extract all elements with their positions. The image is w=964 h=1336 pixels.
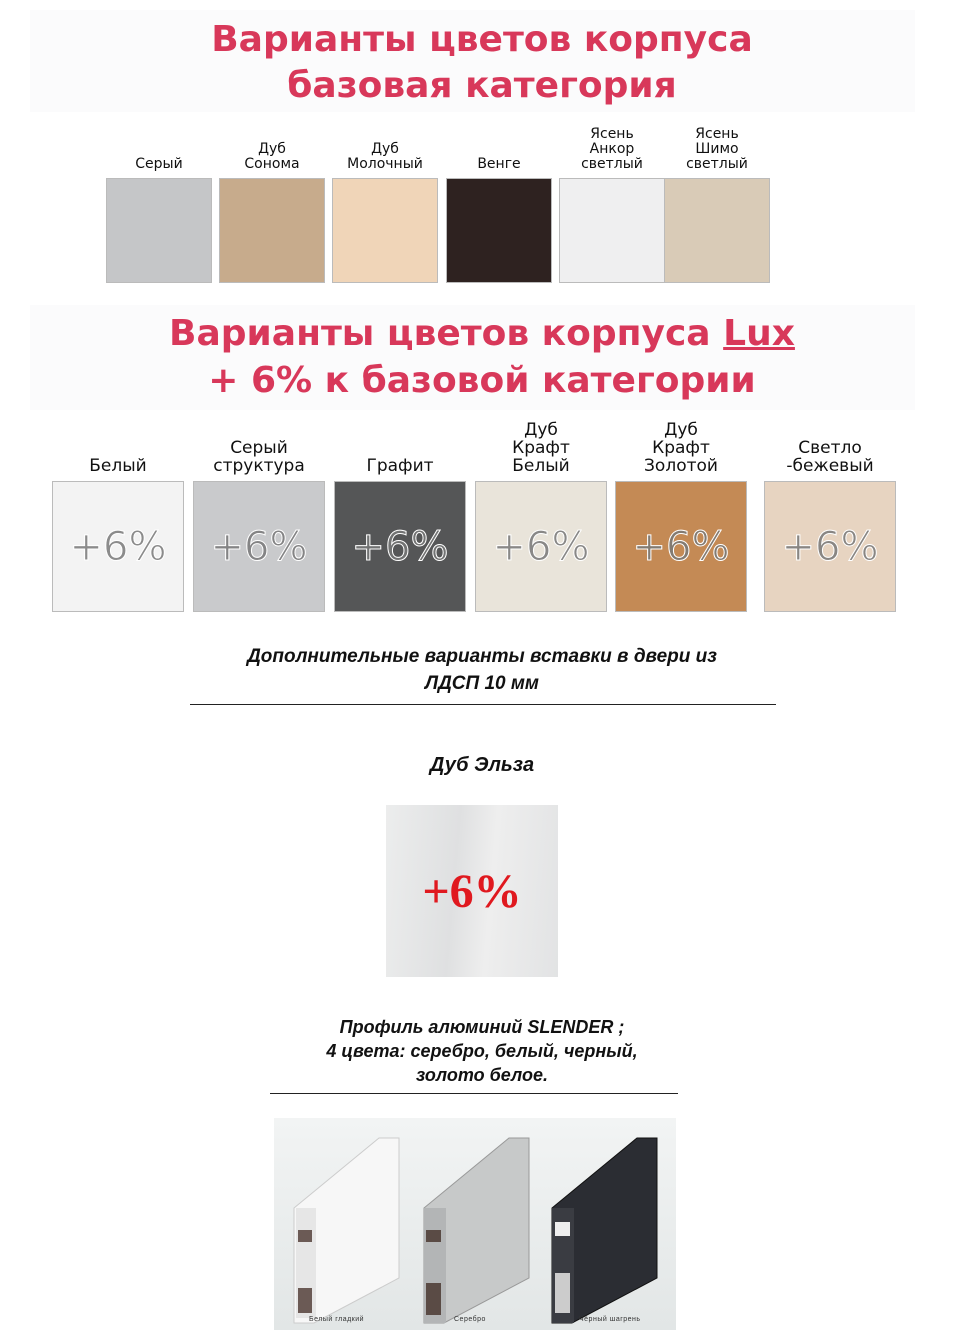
swatch-label-text: Дуб Крафт Золотой bbox=[644, 420, 718, 476]
profile-white bbox=[294, 1138, 399, 1323]
color-swatch bbox=[475, 481, 607, 612]
base-title-line2: базовая категория bbox=[287, 65, 677, 106]
profile-black bbox=[552, 1138, 657, 1323]
lux-title-lux: Lux bbox=[723, 313, 795, 354]
color-swatch bbox=[664, 178, 770, 283]
aluminium-profiles-illustration bbox=[274, 1118, 676, 1330]
surcharge-badge: +6% bbox=[632, 523, 730, 570]
lux-title-line2: + 6% к базовой категории bbox=[208, 360, 756, 401]
swatch-label-text: Ясень Шимо светлый bbox=[686, 126, 748, 172]
profile-caption-silver: Серебро bbox=[454, 1316, 486, 1323]
swatch-label-text: Серый структура bbox=[213, 438, 305, 476]
profile-photo bbox=[274, 1118, 676, 1330]
swatch-label-text: Серый bbox=[135, 156, 183, 172]
surcharge-badge: +6% bbox=[351, 523, 449, 570]
divider bbox=[270, 1093, 678, 1094]
divider bbox=[190, 704, 776, 705]
color-swatch bbox=[446, 178, 552, 283]
profile-caption-black: Чёрный шагрень bbox=[579, 1316, 641, 1323]
color-swatch bbox=[332, 178, 438, 283]
swatch-label bbox=[649, 120, 785, 172]
color-swatch bbox=[559, 178, 665, 283]
lux-title-text: Варианты цветов корпуса bbox=[169, 313, 724, 354]
swatch-label bbox=[37, 423, 199, 475]
profile-line2: 4 цвета: серебро, белый, черный, bbox=[326, 1041, 638, 1061]
insert-item-label: Дуб Эльза bbox=[429, 754, 535, 776]
profile-silver bbox=[424, 1138, 529, 1323]
color-swatch bbox=[106, 178, 212, 283]
surcharge-badge: +6% bbox=[492, 523, 590, 570]
swatch-label-text: Ясень Анкор светлый bbox=[581, 126, 643, 172]
insert-swatch-dub-elza bbox=[386, 805, 558, 977]
lux-title-line1 bbox=[0, 311, 964, 357]
profile-line1: Профиль алюминий SLENDER ; bbox=[339, 1017, 625, 1037]
color-swatch bbox=[219, 178, 325, 283]
inserts-heading-line2: ЛДСП 10 мм bbox=[425, 673, 539, 694]
swatch-label bbox=[460, 420, 622, 476]
color-swatch bbox=[193, 481, 325, 612]
swatch-label bbox=[749, 423, 911, 475]
profile-line3: золото белое. bbox=[415, 1065, 548, 1085]
swatch-label bbox=[319, 423, 481, 475]
swatch-label-text: Графит bbox=[366, 456, 434, 476]
color-swatch bbox=[52, 481, 184, 612]
surcharge-badge: +6% bbox=[210, 523, 308, 570]
swatch-label-text: Дуб Сонома bbox=[244, 141, 300, 172]
swatch-label-text: Белый bbox=[89, 456, 147, 476]
color-swatch bbox=[334, 481, 466, 612]
swatch-label bbox=[600, 420, 762, 476]
base-title-line1: Варианты цветов корпуса bbox=[211, 19, 753, 60]
surcharge-badge: +6% bbox=[69, 523, 167, 570]
profile-caption-white: Белый гладкий bbox=[309, 1316, 365, 1323]
swatch-label-text: Дуб Молочный bbox=[347, 141, 423, 172]
color-swatch bbox=[615, 481, 747, 612]
swatch-label-text: Дуб Крафт Белый bbox=[512, 420, 570, 476]
surcharge-badge: +6% bbox=[781, 523, 879, 570]
swatch-label-text: Венге bbox=[477, 156, 521, 172]
swatch-label bbox=[178, 423, 340, 475]
color-swatch bbox=[764, 481, 896, 612]
inserts-heading-line1: Дополнительные варианты вставки в двери из bbox=[247, 646, 717, 667]
insert-badge: +6% bbox=[422, 864, 522, 918]
swatch-label-text: Светло -бежевый bbox=[786, 438, 874, 476]
